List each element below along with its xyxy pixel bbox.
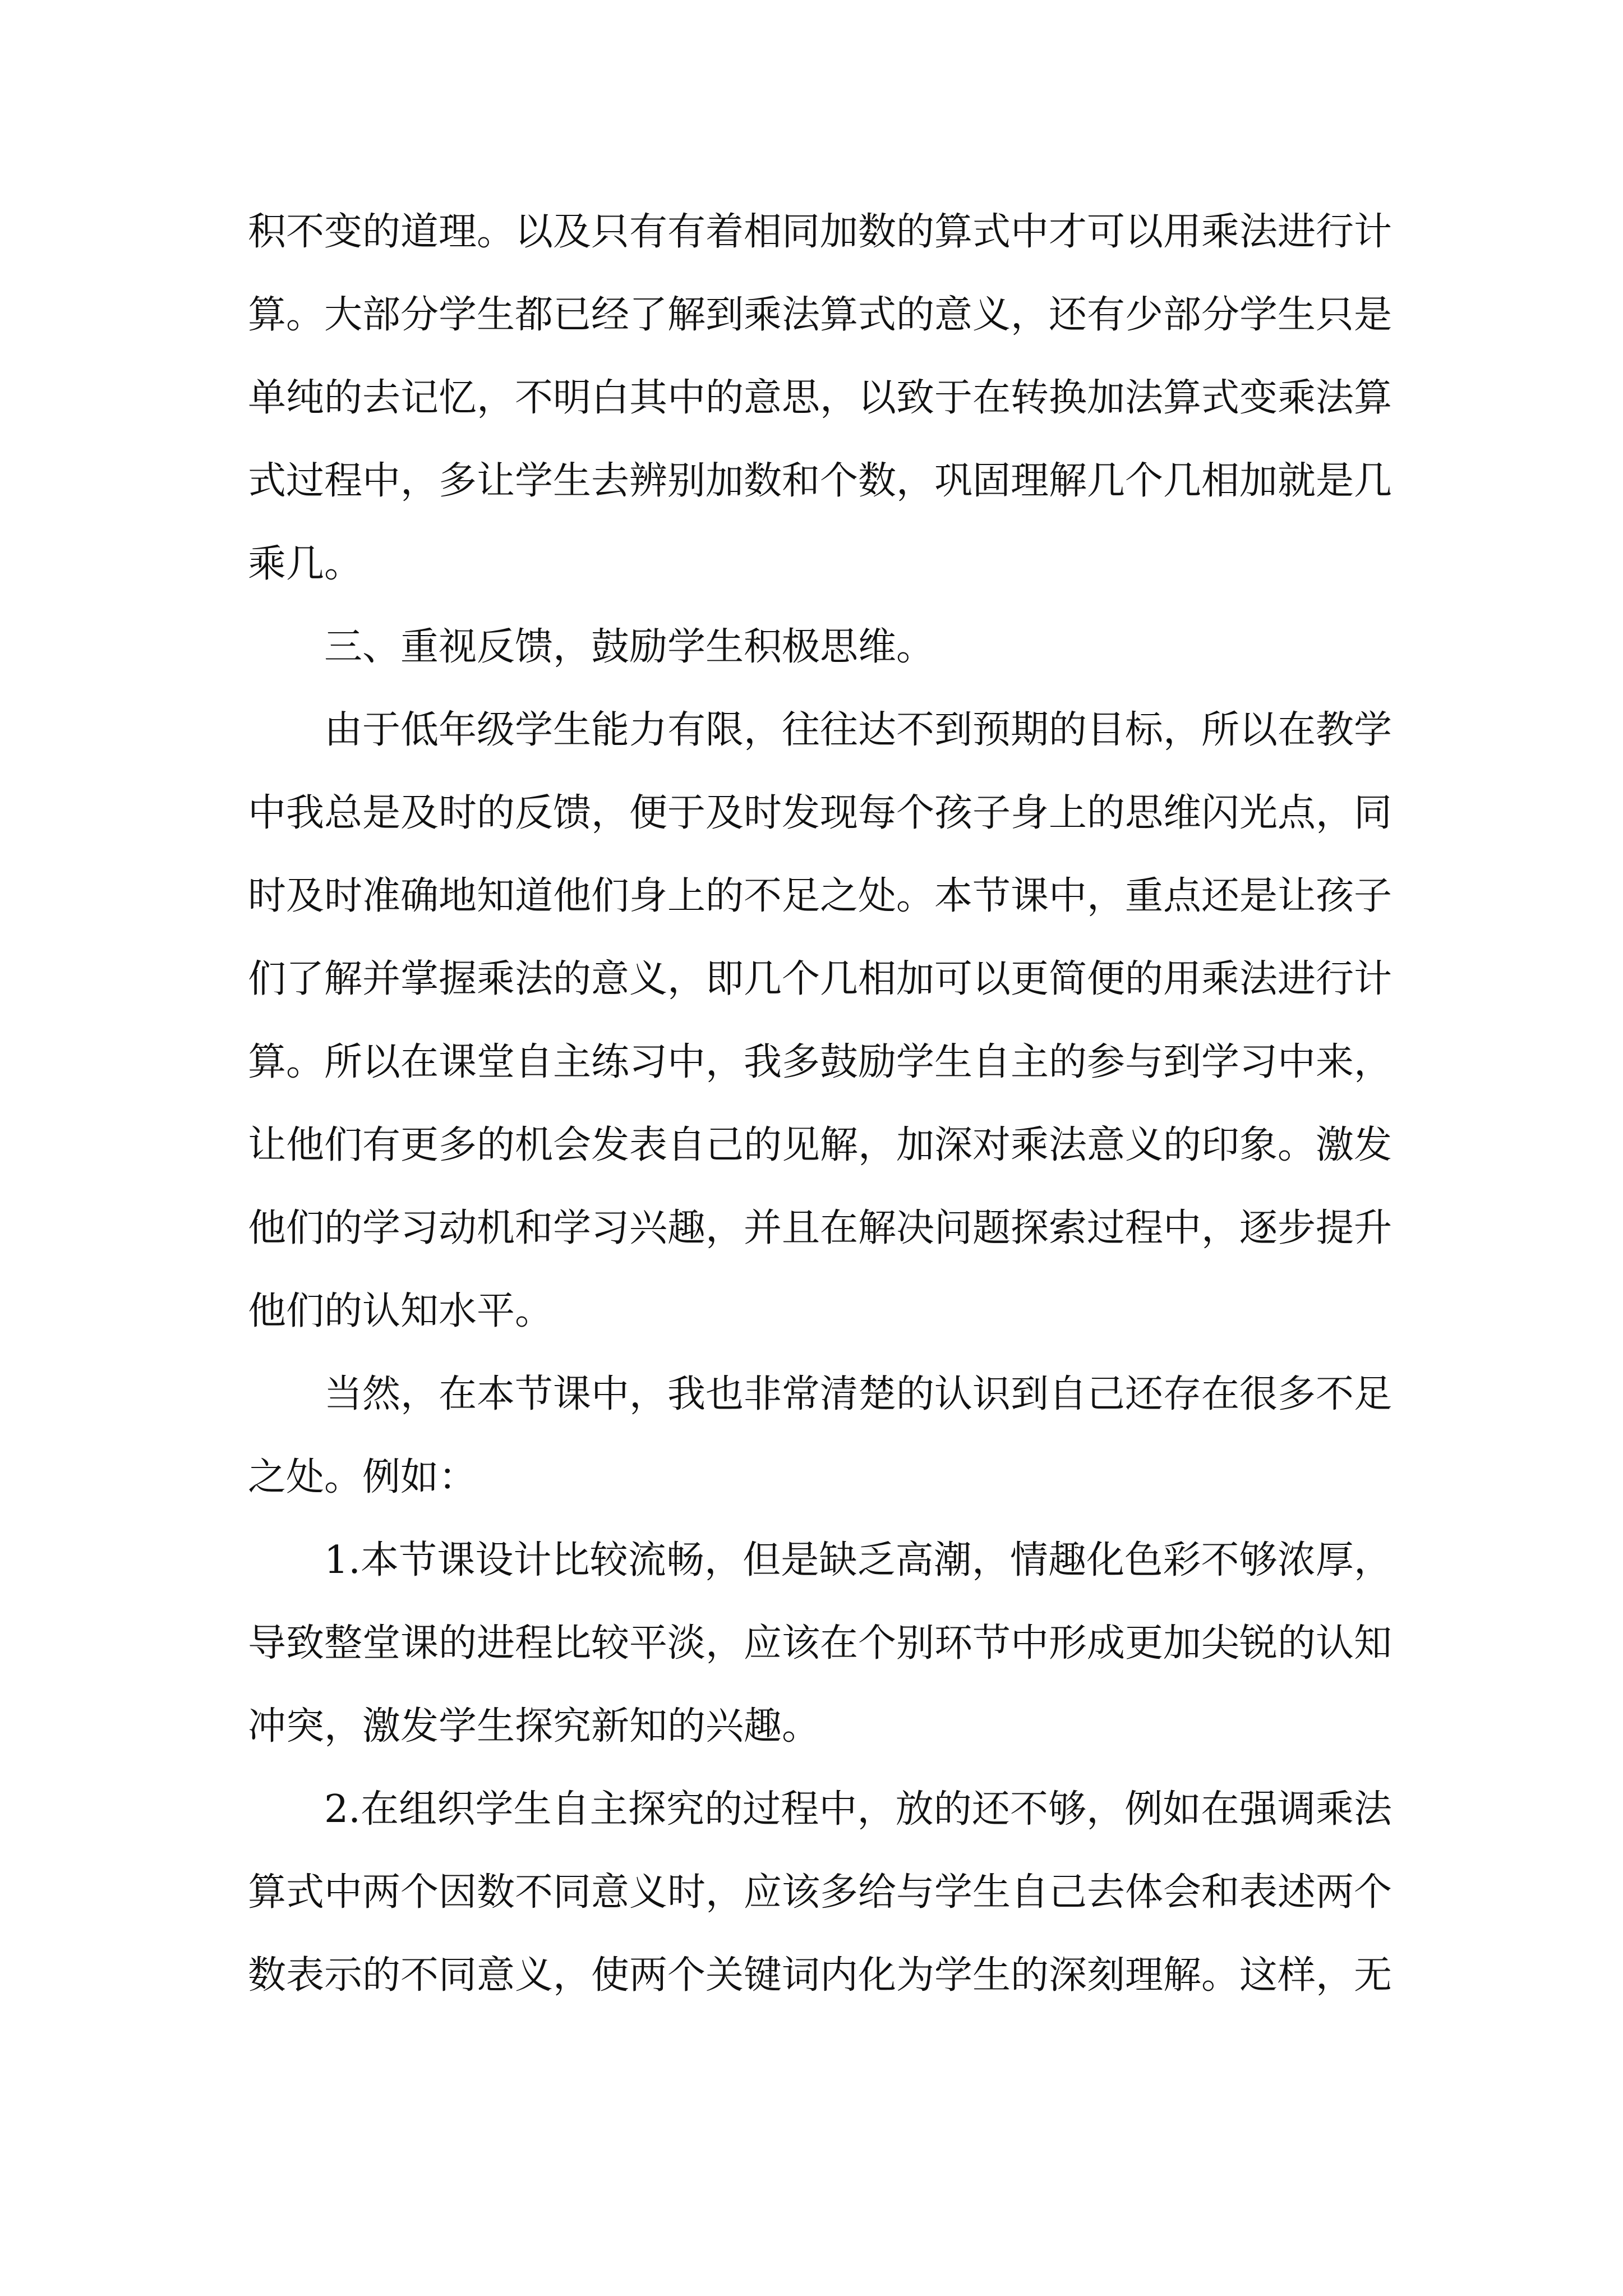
list-item-2: 2.在组织学生自主探究的过程中，放的还不够，例如在强调乘法算式中两个因数不同意义时，应该多给与学生自己去体会和表述两个数表示的不同意义，使两个关键词内化为学生的深刻理解。这样，无 xyxy=(248,1787,1393,1998)
paragraph-feedback: 由于低年级学生能力有限，往往达不到预期的目标，所以在教学中我总是及时的反馈，便于及时发现每个孩子身上的思维闪光点，同时及时准确地知道他们身上的不足之处。本节课中，重点还是让孩子们了解并掌握乘法的意义，即几个几相加可以更简便的用乘法进行计算。所以在课堂自主练习中，我多鼓励学生自主的参与到学习中来，让他们有更多的机会发表自己的见解，加深对乘法意义的印象。激发他们的学习动机和学习兴趣，并且在解决问题探索过程中，逐步提升他们的认知水平。 xyxy=(248,708,1393,1333)
paragraph-continued: 积不变的道理。以及只有有着相同加数的算式中才可以用乘法进行计算。大部分学生都已经了解到乘法算式的意义，还有少部分学生只是单纯的去记忆，不明白其中的意思，以致于在转换加法算式变乘法算式过程中，多让学生去辨别加数和个数，巩固理解几个几相加就是几乘几。 xyxy=(248,210,1393,586)
section-heading-three: 三、重视反馈，鼓励学生积极思维。 xyxy=(324,625,935,669)
paragraph-shortcomings-intro: 当然，在本节课中，我也非常清楚的认识到自己还存在很多不足之处。例如： xyxy=(248,1372,1393,1499)
list-item-1: 1.本节课设计比较流畅，但是缺乏高潮，情趣化色彩不够浓厚，导致整堂课的进程比较平淡，应该在个别环节中形成更加尖锐的认知冲突，激发学生探究新知的兴趣。 xyxy=(248,1538,1393,1749)
body-text xyxy=(248,191,1392,2017)
